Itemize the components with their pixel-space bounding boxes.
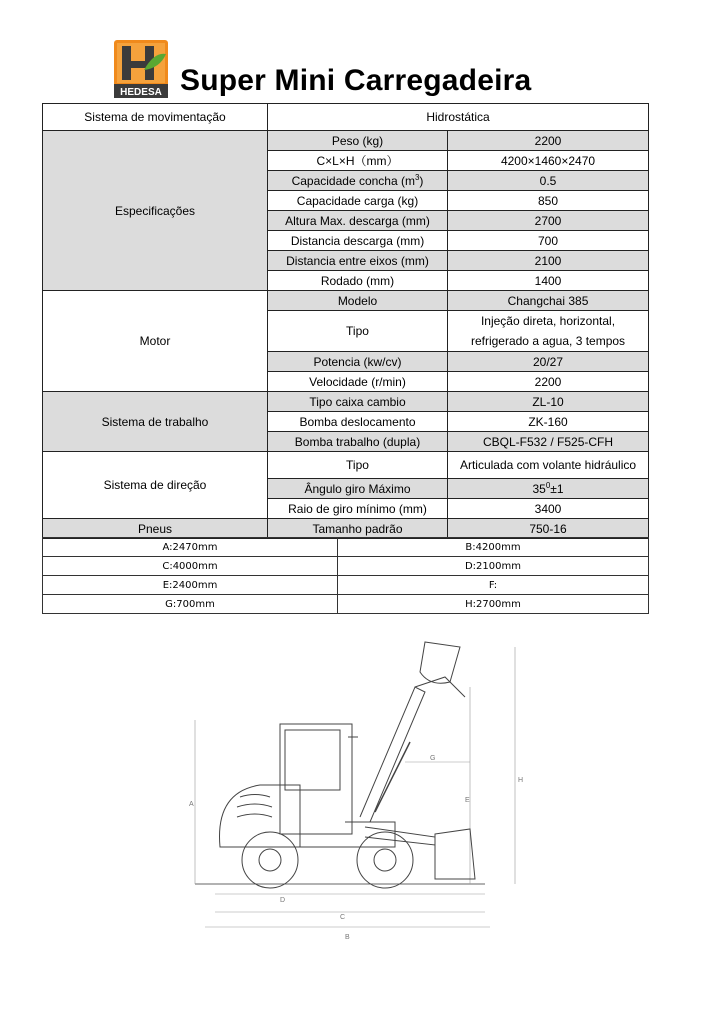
dim-label-a: A [189, 801, 194, 808]
logo-text: HEDESA [120, 87, 162, 98]
row-value: Injeção direta, horizontal, refrigerado a agua, 3 tempos [448, 311, 649, 352]
spec-header-value: Hidrostática [268, 104, 649, 131]
dim-g: G:700mm [43, 595, 338, 614]
row-value: 20/27 [448, 352, 649, 372]
row-label: Peso (kg) [268, 131, 448, 151]
row-value: Changchai 385 [448, 291, 649, 311]
dim-label-e: E [465, 797, 470, 804]
row-value: 2100 [448, 251, 649, 271]
dim-label-h: H [518, 777, 524, 784]
row-label: Modelo [268, 291, 448, 311]
row-value: CBQL-F532 / F525-CFH [448, 432, 649, 452]
row-label: Tipo [268, 311, 448, 352]
row-value: ZL-10 [448, 392, 649, 412]
row-label: Altura Max. descarga (mm) [268, 211, 448, 231]
row-label: Potencia (kw/cv) [268, 352, 448, 372]
row-value: Articulada com volante hidráulico [448, 452, 649, 479]
dim-e: E:2400mm [43, 576, 338, 595]
row-label: Distancia entre eixos (mm) [268, 251, 448, 271]
dim-label-g: G [430, 755, 436, 762]
row-value: 0.5 [448, 171, 649, 191]
row-label: Raio de giro mínimo (mm) [268, 499, 448, 519]
row-value: $35^0\pm 1$ [448, 479, 649, 499]
group-pneus: Pneus [43, 519, 268, 539]
row-label: Tipo [268, 452, 448, 479]
loader-technical-drawing [185, 612, 555, 942]
row-value: ZK-160 [448, 412, 649, 432]
dim-h: H:2700mm [338, 595, 649, 614]
dim-label-c: C [340, 914, 346, 921]
spec-header-label: Sistema de movimentação [43, 104, 268, 131]
row-label: Velocidade (r/min) [268, 372, 448, 392]
spec-table [42, 103, 649, 539]
row-value: 2200 [448, 131, 649, 151]
dim-f: F: [338, 576, 649, 595]
page-title: Super Mini Carregadeira [180, 64, 532, 97]
group-sistema-trabalho: Sistema de trabalho [43, 392, 268, 452]
group-sistema-direcao: Sistema de direção [43, 452, 268, 519]
dim-d: D:2100mm [338, 557, 649, 576]
row-label: Capacidade concha $(m^3)$ [268, 171, 448, 191]
group-especificacoes: Especificações [43, 131, 268, 291]
row-value: 2700 [448, 211, 649, 231]
row-label: Capacidade carga (kg) [268, 191, 448, 211]
row-label: Rodado (mm) [268, 271, 448, 291]
row-label: Bomba deslocamento [268, 412, 448, 432]
row-value: 1400 [448, 271, 649, 291]
row-value: 3400 [448, 499, 649, 519]
dim-b: B:4200mm [338, 538, 649, 557]
dim-label-b: B [345, 934, 350, 941]
group-motor: Motor [43, 291, 268, 392]
dim-a: A:2470mm [43, 538, 338, 557]
row-value: 4200×1460×2470 [448, 151, 649, 171]
row-label: Ângulo giro Máximo [268, 479, 448, 499]
dim-label-d: D [280, 897, 286, 904]
row-label: C×L×H（mm） [268, 151, 448, 171]
row-value: 850 [448, 191, 649, 211]
dim-c: C:4000mm [43, 557, 338, 576]
row-value: 700 [448, 231, 649, 251]
row-value: 2200 [448, 372, 649, 392]
hedesa-logo [114, 40, 168, 98]
row-label: Tamanho padrão [268, 519, 448, 539]
row-label: Bomba trabalho (dupla) [268, 432, 448, 452]
row-label: Tipo caixa cambio [268, 392, 448, 412]
row-value: 750-16 [448, 519, 649, 539]
dimensions-table [42, 537, 649, 614]
row-label: Distancia descarga (mm) [268, 231, 448, 251]
